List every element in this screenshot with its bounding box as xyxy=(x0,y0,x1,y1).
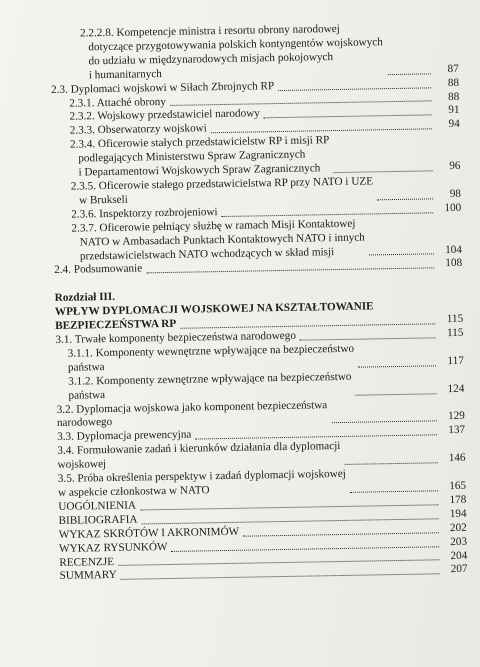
entry-title-line: 2.3.5. Oficerowie stałego przedstawicielstwa RP przy NATO i UZE xyxy=(70,175,374,193)
page-number: 202 xyxy=(449,521,467,534)
entry-title-line: i Departamentowi Wojskowych Spraw Zagranicznych xyxy=(78,162,321,179)
entry-title-line: do udziału w międzynarodowych misjach pokojowych xyxy=(88,50,334,68)
dot-leader xyxy=(369,254,434,256)
page-number: 178 xyxy=(449,493,467,507)
page-number: 207 xyxy=(450,563,468,576)
entry-title xyxy=(58,468,346,501)
chapter-label: Rozdział III. xyxy=(54,291,116,305)
entry-title xyxy=(54,263,142,278)
entry-title-line: 3.5. Próba określenia perspektyw i zadań dyplomacji wojskowej xyxy=(57,467,346,486)
entry-title-line: 2.3. Dyplomaci wojskowi w Siłach Zbrojnych RP xyxy=(50,79,275,96)
table-of-contents xyxy=(50,21,468,584)
entry-title: WYKAZ RYSUNKÓW xyxy=(58,540,168,555)
entry-title-line: i humanitarnych xyxy=(88,67,162,82)
page-number: 194 xyxy=(449,507,467,520)
dot-leader xyxy=(300,337,436,340)
dot-leader xyxy=(377,198,433,200)
page-number: 165 xyxy=(449,479,467,493)
entry-title-line: w aspekcie członkostwa w NATO xyxy=(58,484,210,499)
chapter-title-text: BEZPIECZEŃSTWA RP xyxy=(55,317,177,333)
entry-title-line: podlegających Ministerstwu Spraw Zagranicznych xyxy=(78,148,306,165)
page-number: 146 xyxy=(448,452,466,465)
dot-leader xyxy=(264,115,432,119)
dot-leader xyxy=(332,421,437,424)
page-number: 117 xyxy=(447,354,464,367)
entry-title-line: 3.3. Dyplomacja prewencyjna xyxy=(57,428,192,444)
dot-leader xyxy=(350,490,438,493)
entry-title-line: państwa xyxy=(68,388,106,402)
dot-leader xyxy=(345,462,438,465)
page-number: 91 xyxy=(448,104,460,117)
page-number: 100 xyxy=(444,201,462,214)
page-number: 115 xyxy=(446,312,464,326)
entry-title-line: 3.1.1. Komponenty wewnętrzne wpływające na bezpieczeństwo xyxy=(67,342,355,360)
page-number: 115 xyxy=(446,326,464,340)
page-number: 204 xyxy=(450,549,468,562)
page-number: 96 xyxy=(449,159,461,173)
entry-title: BIBLIOGRAFIA xyxy=(58,513,138,527)
page-number: 94 xyxy=(448,118,460,131)
page-number: 104 xyxy=(445,243,463,256)
entry-title xyxy=(57,399,328,432)
page-number: 88 xyxy=(447,76,460,89)
page-number: 129 xyxy=(447,410,465,423)
toc-entry[interactable] xyxy=(50,21,459,84)
entry-title-line: 2.3.2. Wojskowy przedstawiciel narodowy xyxy=(69,107,260,124)
entry-title: WYKAZ SKRÓTÓW I AKRONIMÓW xyxy=(58,525,240,541)
entry-title-line: 2.2.2.8. Kompetencje ministra i resortu obrony narodowej xyxy=(79,22,340,40)
entry-title-line: 3.4. Formułowanie zadań i kierunków działania dla dyplomacji xyxy=(57,440,341,458)
entry-title-line: 2.3.4. Oficerowie stałych przedstawicielstw RP i misji RP xyxy=(69,134,330,151)
page-number: 108 xyxy=(445,257,463,270)
entry-title-line: 2.3.7. Oficerowie pełniący służbę w ramach Misji Kontaktowej xyxy=(71,217,356,235)
dot-leader xyxy=(356,393,437,395)
dot-leader xyxy=(278,87,431,91)
entry-title-line: przedstawicielstwach NATO wchodzących w skład misji xyxy=(79,245,335,263)
entry-title-line: 2.3.3. Obserwatorzy wojskowi xyxy=(69,122,207,138)
entry-title-line: dotyczące przygotowywania polskich kontyngentów wojskowych xyxy=(88,36,383,54)
entry-title xyxy=(80,22,383,83)
entry-title xyxy=(71,175,374,208)
toc-section-chapter-2 xyxy=(50,21,462,278)
entry-title-line: 3.2. Dyplomacja wojskowa jako komponent bezpieczeństwa xyxy=(56,398,328,416)
dot-leader xyxy=(121,574,440,581)
entry-title-line: 2.3.1. Attaché obrony xyxy=(69,95,167,110)
entry-title xyxy=(71,217,365,264)
dot-leader xyxy=(358,365,436,367)
page-number: 88 xyxy=(447,90,460,103)
toc-back-matter xyxy=(58,494,467,585)
entry-title: RECENZJE xyxy=(59,555,115,569)
entry-title-line: narodowego xyxy=(56,416,113,430)
page-number: 137 xyxy=(448,424,466,437)
entry-title-line: 2.4. Podsumowanie xyxy=(54,262,143,277)
entry-title: SUMMARY xyxy=(59,569,117,583)
toc-entry[interactable] xyxy=(52,132,461,181)
entry-title xyxy=(70,134,330,180)
entry-title-line: NATO w Ambasadach Punktach Kontaktowych NATO i innych xyxy=(79,231,365,249)
entry-title-line: 2.3.6. Inspektorzy rozbrojeniowi xyxy=(71,205,218,221)
toc-section-chapter-3 xyxy=(55,327,466,501)
dot-leader xyxy=(334,170,433,173)
entry-title-line: wojskowej xyxy=(57,458,107,472)
page-number: 98 xyxy=(449,187,462,200)
toc-entry[interactable] xyxy=(53,216,462,265)
entry-title: UOGÓLNIENIA xyxy=(58,499,137,513)
entry-title-line: państwa xyxy=(67,360,105,374)
entry-title-line: w Brukseli xyxy=(78,193,128,207)
page-number: 87 xyxy=(447,62,459,75)
entry-title-line: 3.1. Trwałe komponenty bezpieczeństwa narodowego xyxy=(55,329,296,346)
entry-title-line: 3.1.2. Komponenty zewnętrzne wpływające na bezpieczeństwo xyxy=(68,370,352,388)
chapter-title-text: WPŁYW DYPLOMACJI WOJSKOWEJ NA KSZTAŁTOWANIE xyxy=(54,300,374,319)
dot-leader xyxy=(387,73,430,75)
page-number: 203 xyxy=(450,535,468,548)
page-number: 124 xyxy=(447,382,465,395)
